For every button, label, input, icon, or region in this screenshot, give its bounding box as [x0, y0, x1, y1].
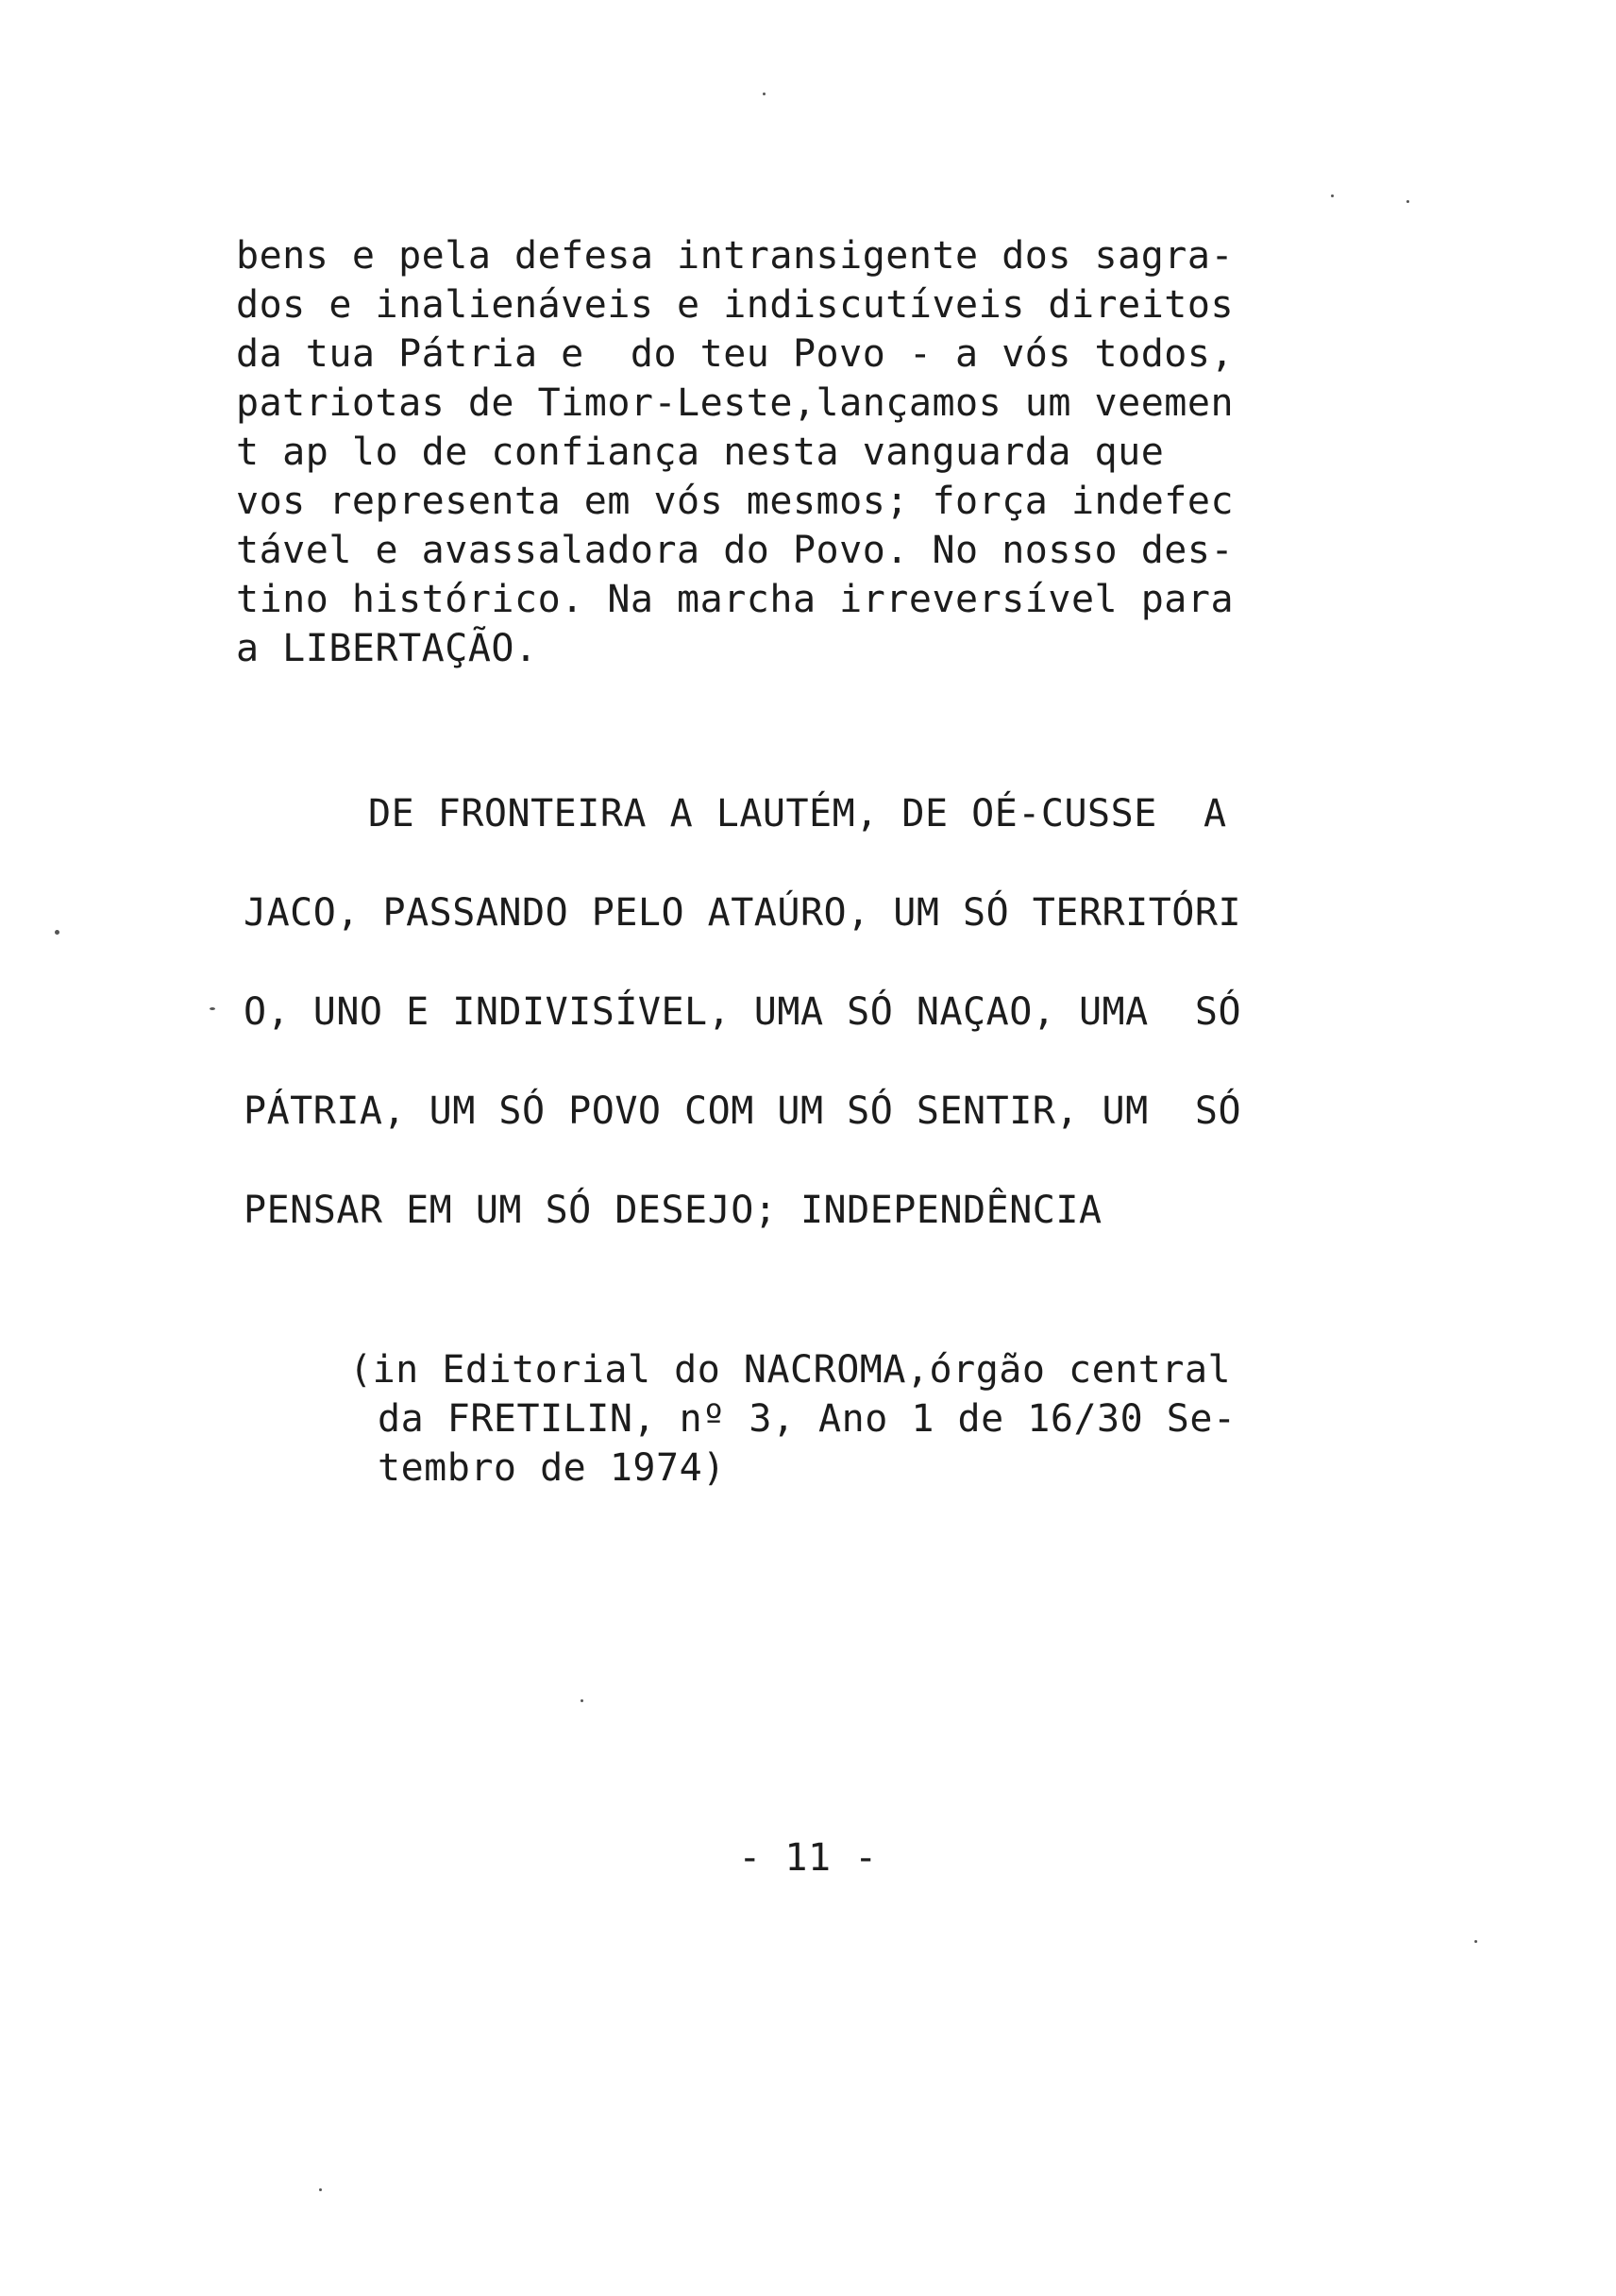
text-line: PÁTRIA, UM SÓ POVO COM UM SÓ SENTIR, UM SÓ [244, 1089, 1242, 1133]
scan-speck [581, 1699, 583, 1702]
text-line: (in Editorial do NACROMA,órgão central [349, 1348, 1232, 1392]
text-line: a LIBERTAÇÃO. [236, 627, 538, 670]
scan-speck [1474, 1940, 1477, 1943]
scan-speck [55, 930, 59, 935]
text-line: patriotas de Timor-Leste,lançamos um veemen [236, 381, 1235, 425]
scan-speck [210, 1007, 215, 1010]
scan-speck [763, 93, 766, 95]
source-citation [349, 1345, 1350, 1493]
text-line: da tua Pátria e do teu Povo - a vós todos, [236, 332, 1235, 376]
scan-speck [1406, 200, 1409, 203]
text-line: dos e inalienáveis e indiscutíveis direitos [236, 283, 1235, 327]
scan-speck [319, 2188, 322, 2191]
body-paragraph [236, 231, 1350, 673]
text-line: O, UNO E INDIVISÍVEL, UMA SÓ NAÇAO, UMA SÓ [244, 990, 1242, 1034]
text-line: bens e pela defesa intransigente dos sagra- [236, 234, 1235, 278]
page-number: - 11 - [738, 1836, 878, 1880]
text-line: tembro de 1974) [378, 1446, 726, 1490]
text-line: tável e avassaladora do Povo. No nosso des- [236, 529, 1235, 572]
text-line: da FRETILIN, nº 3, Ano 1 de 16/30 Se- [378, 1397, 1237, 1441]
text-line: PENSAR EM UM SÓ DESEJO; INDEPENDÊNCIA [244, 1189, 1103, 1232]
scan-speck [1331, 194, 1334, 197]
uppercase-paragraph [244, 765, 1357, 1260]
text-line: tino histórico. Na marcha irreversível para [236, 578, 1235, 621]
text-line: t ap lo de confiança nesta vanguarda que [236, 430, 1165, 474]
text-line: DE FRONTEIRA A LAUTÉM, DE OÉ-CUSSE A [368, 792, 1227, 836]
text-line: vos representa em vós mesmos; força indefec [236, 480, 1235, 523]
text-line: JACO, PASSANDO PELO ATAÚRO, UM SÓ TERRITÓRI [244, 891, 1242, 935]
